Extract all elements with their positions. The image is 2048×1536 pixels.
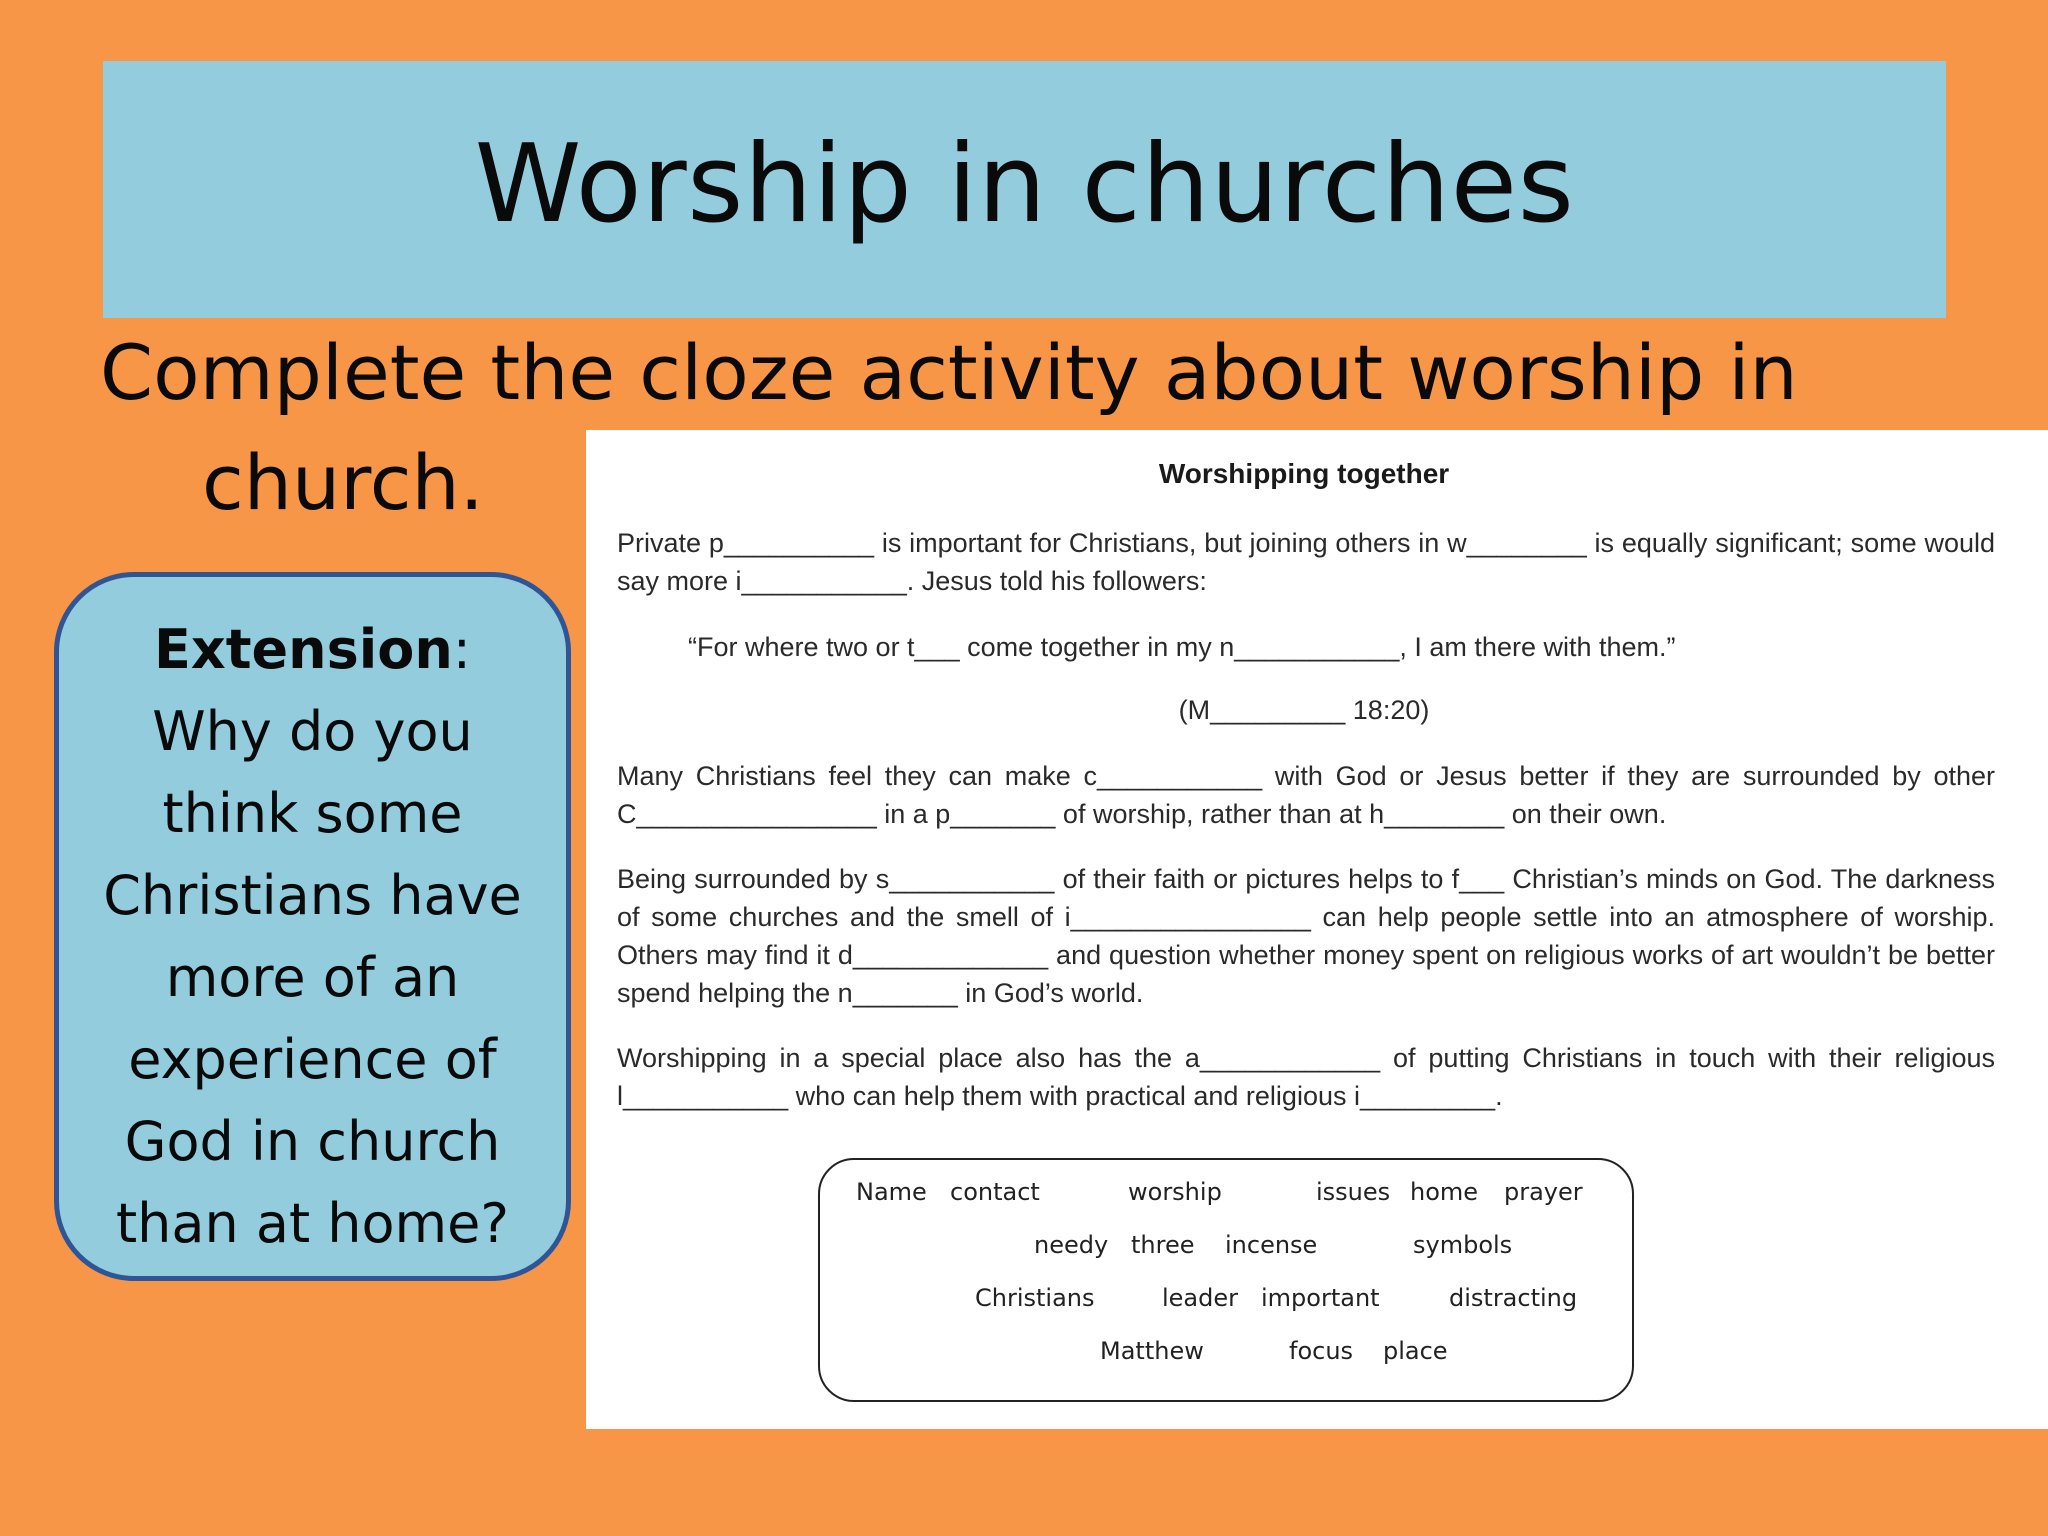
word-bank-item: issues bbox=[1316, 1178, 1391, 1206]
word-bank bbox=[818, 1158, 1634, 1402]
word-bank-item: contact bbox=[950, 1178, 1040, 1206]
worksheet-quote: “For where two or t___ come together in my n___________, I am there with them.” bbox=[688, 632, 1676, 662]
extension-colon: : bbox=[452, 618, 471, 681]
word-bank-item: symbols bbox=[1413, 1231, 1513, 1259]
extension-line: God in church bbox=[124, 1110, 501, 1173]
worksheet-title: Worshipping together bbox=[1158, 458, 1450, 489]
word-bank-item: Name bbox=[856, 1178, 927, 1206]
extension-line: Christians have bbox=[103, 864, 522, 927]
word-bank-item: place bbox=[1383, 1337, 1448, 1365]
word-bank-item: Matthew bbox=[1100, 1337, 1204, 1365]
word-bank-item: distracting bbox=[1449, 1284, 1578, 1312]
extension-line: experience of bbox=[128, 1028, 497, 1091]
word-bank-item: needy bbox=[1034, 1231, 1109, 1259]
word-bank-item: worship bbox=[1128, 1178, 1222, 1206]
extension-line: than at home? bbox=[115, 1192, 510, 1255]
word-bank-item: leader bbox=[1162, 1284, 1239, 1312]
word-bank-item: prayer bbox=[1504, 1178, 1583, 1206]
extension-callout bbox=[54, 572, 571, 1281]
word-bank-item: home bbox=[1410, 1178, 1479, 1206]
extension-line: think some bbox=[162, 782, 463, 845]
worksheet-paragraph-4: Worshipping in a special place also has the a____________ of putting Christians in touch with their religious l___________ who can help them with practical and religious i_________. bbox=[617, 1043, 1995, 1111]
word-bank-item: focus bbox=[1289, 1337, 1354, 1365]
worksheet-paragraph-3: Being surrounded by s___________ of their faith or pictures helps to f___ Christian’s minds on God. The darkness of some churches and the smell of i________________ can help people settle into an atmosphere of worship. Others may find it d_____________ and question whether money spent on religious works of art wouldn’t be better spend helping the n_______ in God’s world. bbox=[617, 864, 1995, 1008]
worksheet-reference: (M_________ 18:20) bbox=[1178, 695, 1430, 725]
instruction-line-1: Complete the cloze activity about worship in bbox=[100, 328, 1798, 417]
extension-line: more of an bbox=[165, 946, 460, 1009]
word-bank-item: incense bbox=[1225, 1231, 1318, 1259]
word-bank-item: Christians bbox=[975, 1284, 1095, 1312]
instruction-line-2: church. bbox=[202, 438, 484, 527]
extension-heading bbox=[59, 609, 566, 691]
extension-line: Why do you bbox=[152, 700, 473, 763]
cloze-worksheet bbox=[586, 430, 2048, 1429]
title-banner bbox=[103, 61, 1946, 318]
extension-label: Extension bbox=[154, 618, 453, 681]
word-bank-item: important bbox=[1261, 1284, 1380, 1312]
word-bank-item: three bbox=[1131, 1231, 1195, 1259]
slide-title: Worship in churches bbox=[474, 122, 1575, 247]
worksheet-paragraph-1: Private p__________ is important for Christians, but joining others in w________ is equally significant; some would say more i___________. Jesus told his followers: bbox=[617, 528, 1995, 596]
worksheet-paragraph-2: Many Christians feel they can make c___________ with God or Jesus better if they are surrounded by other C________________ in a p_______ of worship, rather than at h________ on their own. bbox=[617, 761, 1995, 829]
